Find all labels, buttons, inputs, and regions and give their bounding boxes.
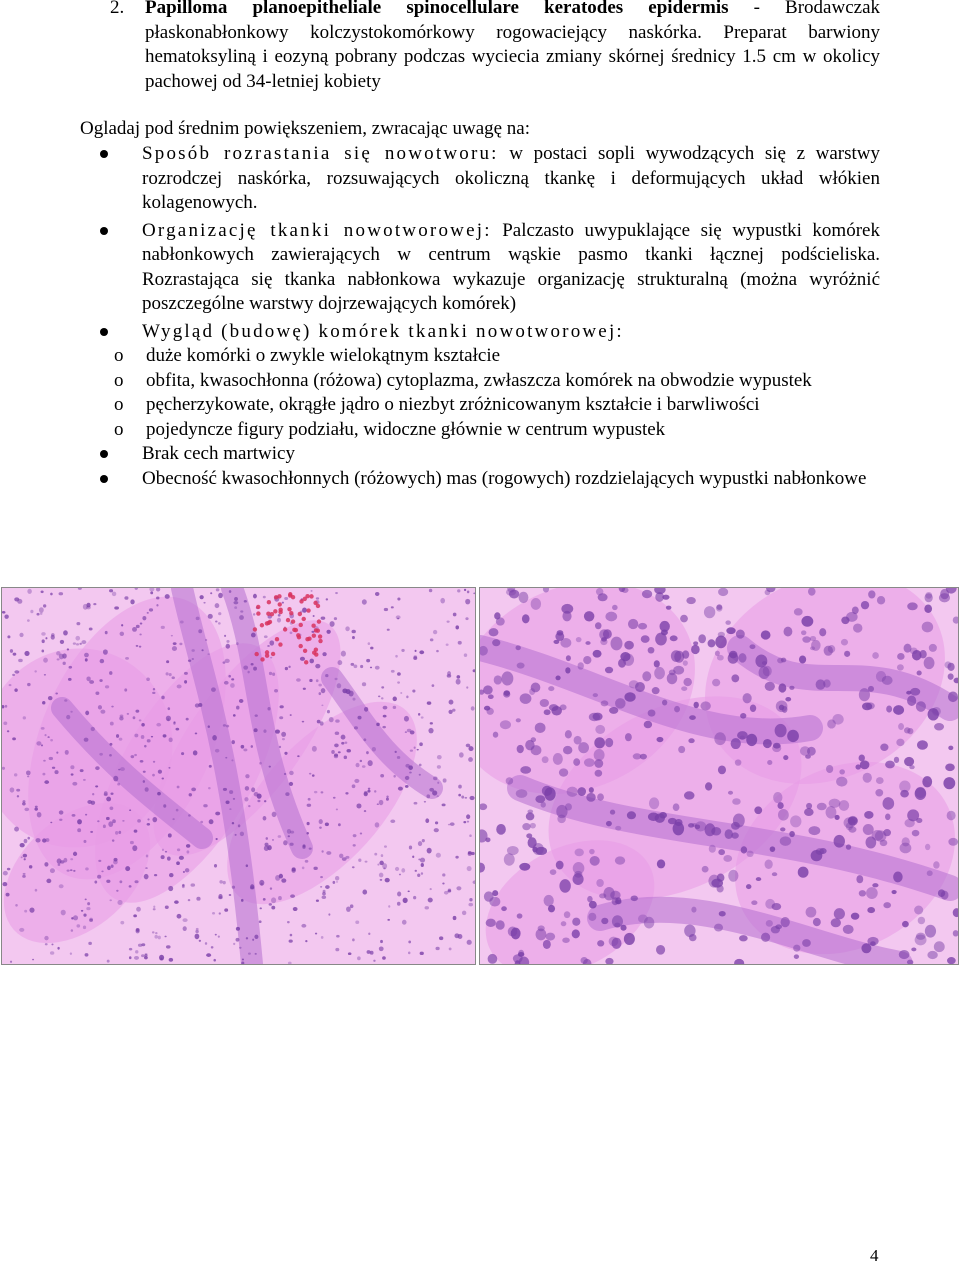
sub-list [80, 344, 880, 442]
section-heading [110, 0, 880, 94]
bullet-icon [100, 475, 108, 483]
sub-marker: o [114, 394, 124, 415]
intro-text: Ogladaj pod średnim powiększeniem, zwracając uwagę na: [80, 118, 531, 139]
micrograph-right-image [480, 588, 958, 964]
item-label: Sposób rozrastania się nowotworu: [142, 143, 499, 164]
micrograph-figures [1, 587, 959, 965]
sub-marker: o [114, 345, 124, 366]
micrograph-left-image [2, 588, 475, 964]
item-text: Brak cech martwicy [142, 443, 295, 464]
item-text: Obecność kwasochłonnych (różowych) mas (rogowych) rozdzielających wypustki nabłonkowe [142, 467, 867, 489]
sub-list-item [80, 418, 880, 443]
sub-item-text: obfita, kwasochłonna (różowa) cytoplazma, zwłaszcza komórek na obwodzie wypustek [146, 369, 812, 391]
page-number: 4 [870, 1246, 879, 1265]
item-label: Organizację tkanki nowotworowej: [142, 219, 492, 241]
item-text: w postaci sopli wywodzących się z warstwy rozrodczej naskórka, rozsuwających okoliczną tkankę i deformujących układ włókien kolagenowych. [142, 143, 880, 213]
sub-marker: o [114, 369, 124, 391]
list-item [80, 320, 880, 345]
title-rest: - Brodawczak płaskonabłonkowy kolczystokomórkowy rogowaciejący naskórka. Preparat barwiony hematoksyliną i eozyną pobrany podczas wyciecia zmiany skórnej średnicy 1.5 cm w okolicy pachowej od 34-letniej kobiety [145, 0, 881, 92]
sub-item-text: duże komórki o zwykle wielokątnym kształcie [146, 345, 501, 366]
sub-list-item [80, 344, 880, 369]
bullet-icon [100, 150, 108, 158]
list-item [80, 142, 880, 216]
section-number: 2. [110, 0, 125, 18]
bullet-icon [100, 450, 108, 458]
bullet-icon [100, 328, 108, 336]
sub-list-item [80, 369, 880, 394]
list-item [80, 219, 880, 317]
sub-marker: o [114, 418, 124, 440]
sub-list-item [80, 393, 880, 418]
sub-item-text: pęcherzykowate, okrągłe jądro o niezbyt zróżnicowanym kształcie i barwliwości [146, 394, 760, 415]
sub-item-text: pojedyncze figury podziału, widoczne głównie w centrum wypustek [146, 418, 666, 440]
micrograph-high-magnification [479, 587, 959, 965]
list-item [80, 467, 880, 492]
item-label: Wygląd (budowę) komórek tkanki nowotworowej: [142, 320, 624, 342]
micrograph-low-magnification [1, 587, 476, 965]
section-title [145, 0, 880, 94]
list-item [80, 442, 880, 467]
title-bold: Papilloma planoepitheliale spinocellulare keratodes epidermis [145, 0, 729, 18]
observation-list [80, 142, 880, 491]
bullet-icon [100, 227, 108, 235]
item-text: Palczasto uwypuklające się wypustki komórek nabłonkowych zawierających w centrum wąskie pasmo tkanki łącznej podścieliska. Rozrastająca się tkanka nabłonkowa wykazuje organizację strukturalną (można wyróżnić poszczególne warstwy dojrzewających komórek) [142, 219, 880, 314]
